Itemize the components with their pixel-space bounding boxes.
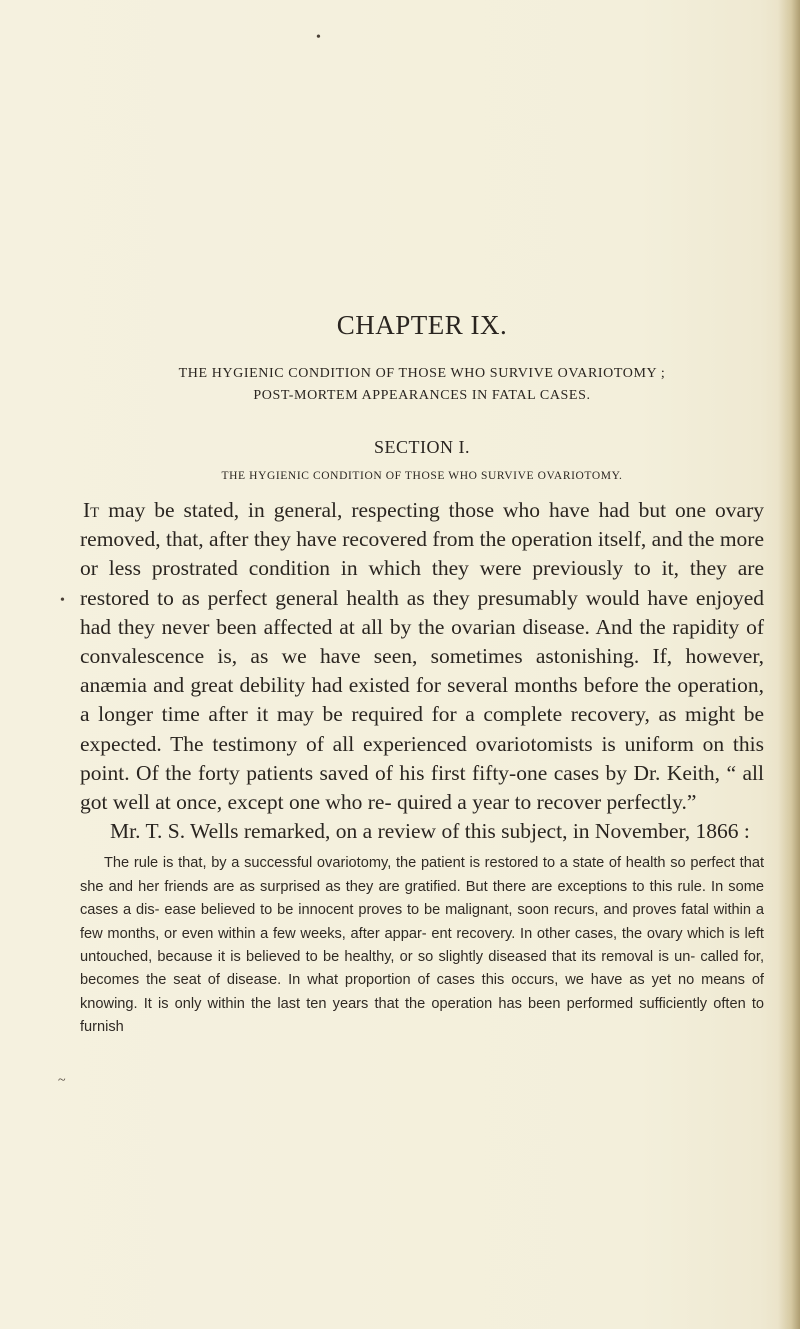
body-paragraph: Mr. T. S. Wells remarked, on a review of this subject, in November, 1866 : (110, 819, 750, 844)
chapter-subtitle-line: POST-MORTEM APPEARANCES IN FATAL CASES. (253, 388, 591, 403)
section-subtitle: THE HYGIENIC CONDITION OF THOSE WHO SURVIVE OVARIOTOMY. (221, 470, 623, 482)
body-paragraph (80, 496, 764, 817)
margin-dot: • (316, 30, 321, 45)
page-edge-shadow (778, 0, 800, 1329)
block-quote: The rule is that, by a successful ovariotomy, the patient is restored to a state of health so perfect that she and her friends are as surprised as they are gratified. But there are exceptions to this rule. In some cases a dis- ease believed to be innocent proves to be malignant, soon recurs, and proves fatal within a few months, or even within a few weeks, after appar- ent recovery. In other cases, the ovary which is left untouched, because it is believed to be healthy, or so slightly diseased that its removal is un- called for, becomes the seat of disease. In what proportion of cases this occurs, we have as yet no means of knowing. It is only within the last ten years that the operation has been performed sufficiently often to furnish (80, 855, 764, 1036)
margin-dash: ~ (58, 1073, 66, 1088)
section-title: SECTION I. (374, 437, 470, 457)
chapter-subtitle-line: THE HYGIENIC CONDITION OF THOSE WHO SURVIVE OVARIOTOMY ; (178, 366, 666, 381)
lead-word: It (83, 498, 100, 522)
page-text (80, 310, 764, 1040)
chapter-subtitle (80, 363, 764, 407)
paragraph-text: may be stated, in general, respecting those who have had but one ovary removed, that, after they have recovered from the operation itself, and the more or less prostrated condition in which they were previously to it, they are restored to as perfect general health as they presumably would have enjoyed had they never been affected at all by the ovarian disease. And the rapidity of convalescence is, as we have seen, sometimes astonishing. If, however, anæmia and great debility had existed for several months before the operation, a longer time after it may be required for a complete recovery, as might be expected. The testimony of all experienced ovariotomists is uniform on this point. Of the forty patients saved of his first fifty-one cases by Dr. Keith, “ all got well at once, except one who re- quired a year to recover perfectly.” (80, 498, 764, 815)
chapter-title: CHAPTER IX. (336, 310, 508, 340)
margin-dot: • (60, 593, 65, 608)
